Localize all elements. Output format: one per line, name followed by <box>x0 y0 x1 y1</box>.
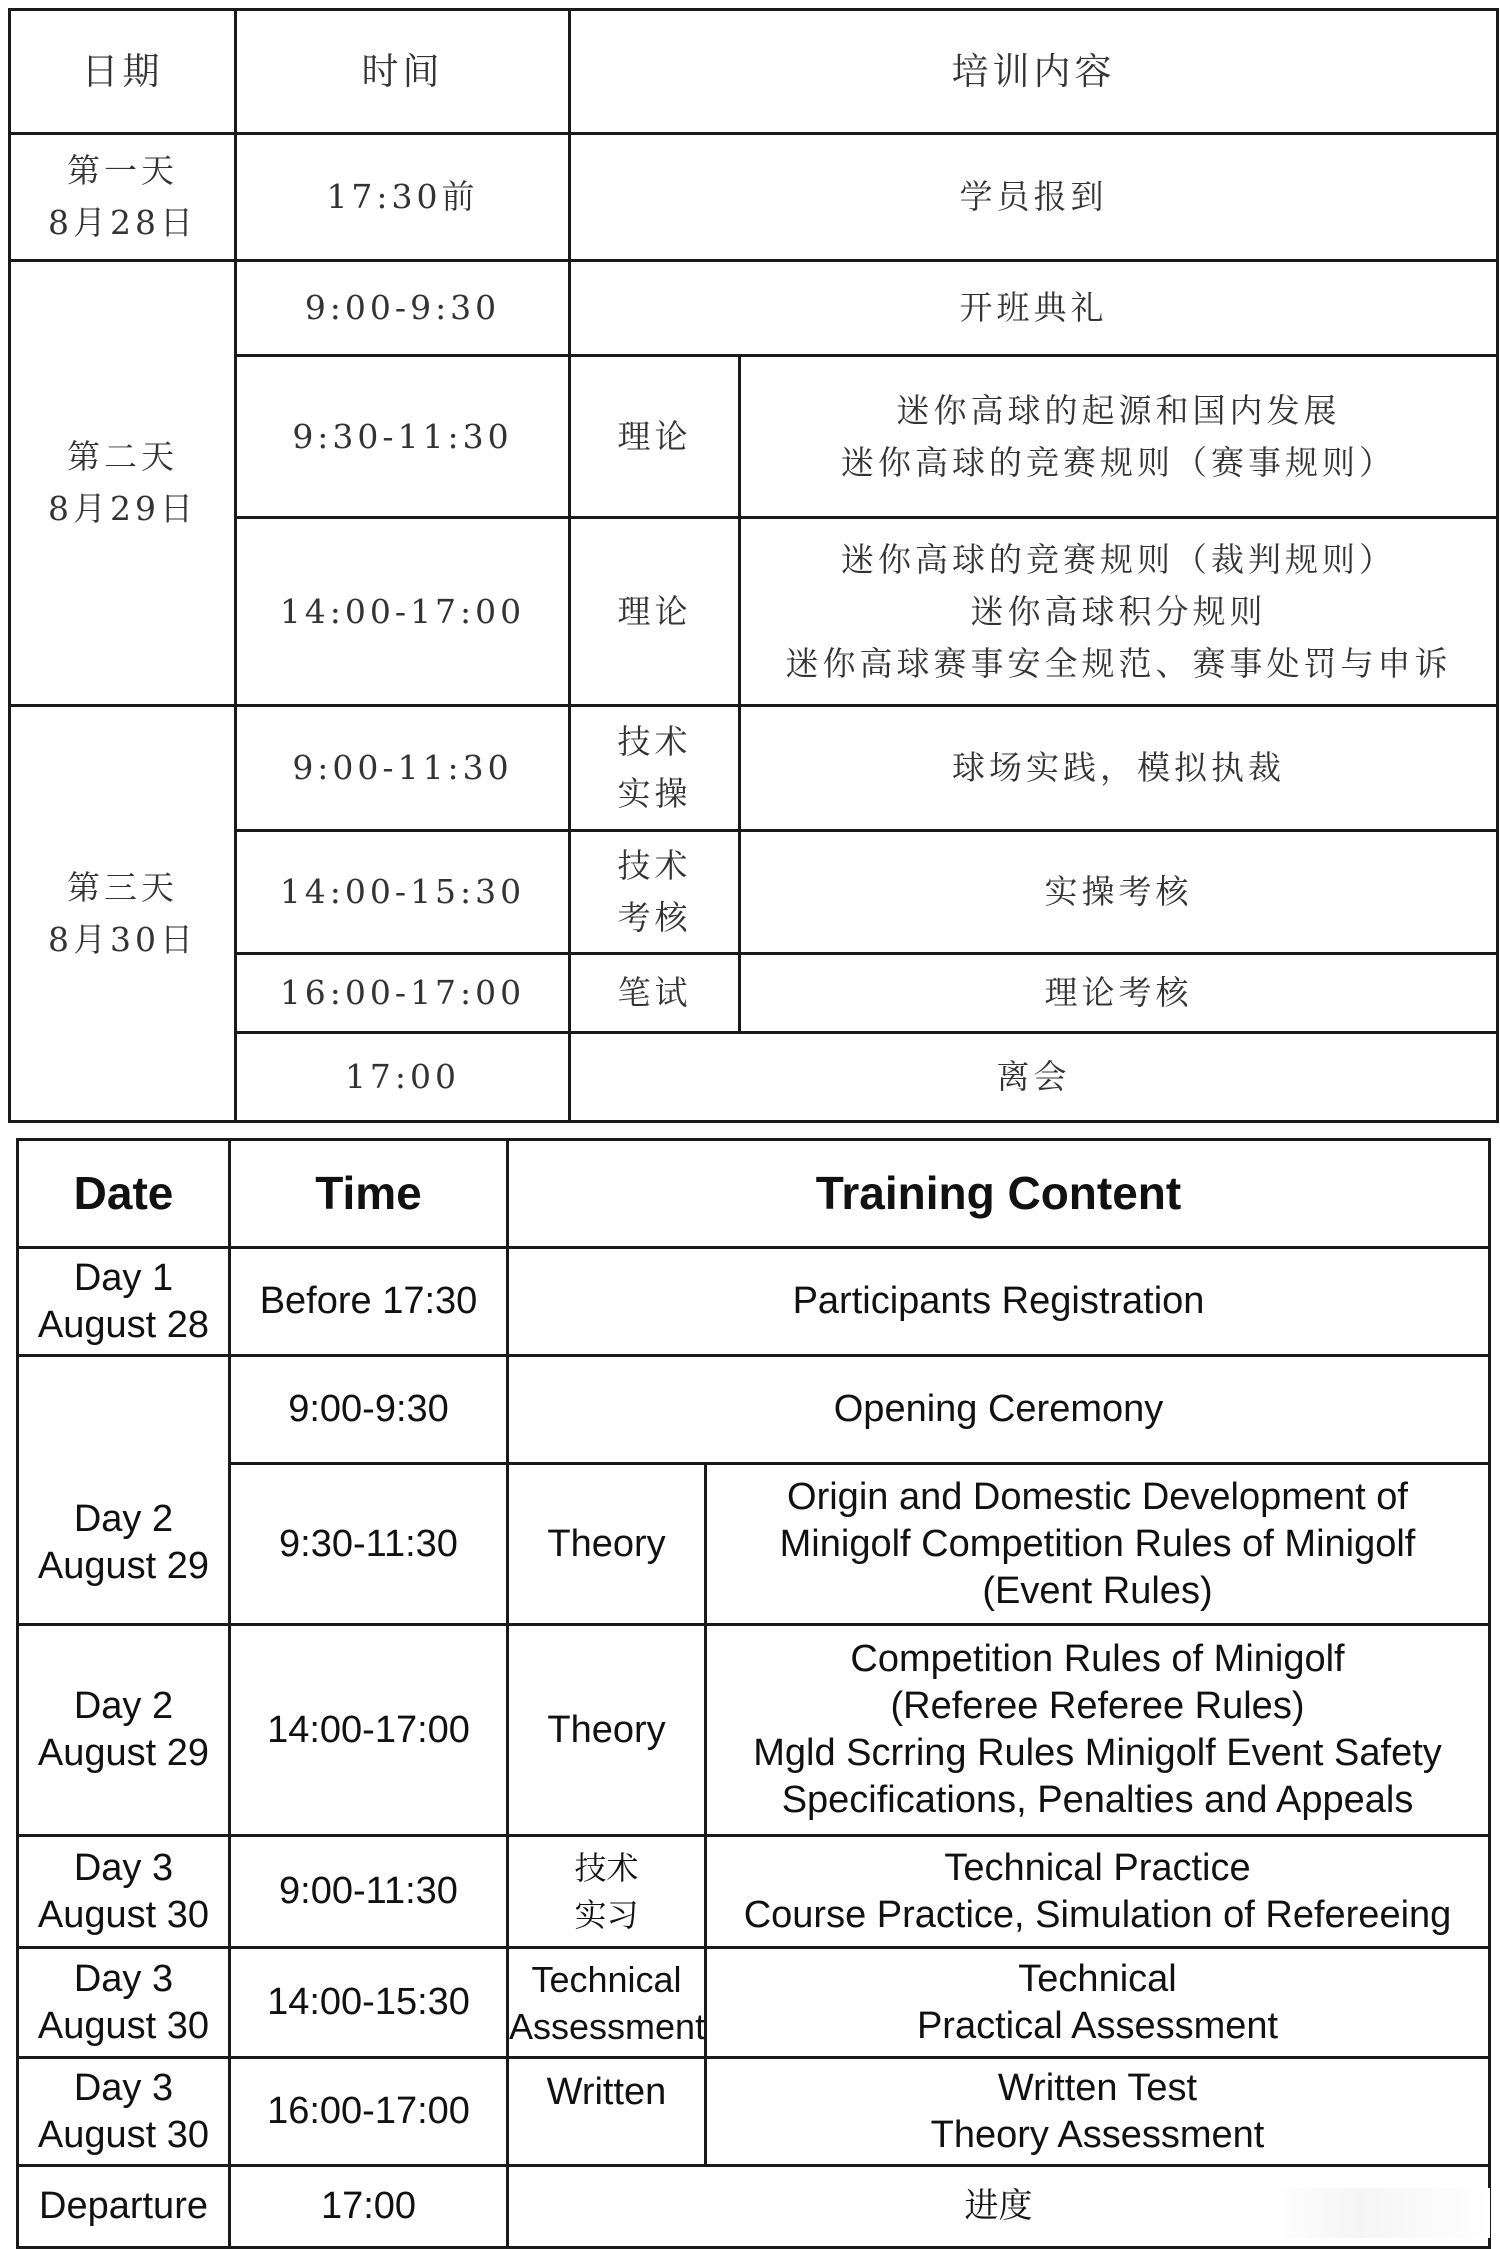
content-cell <box>740 356 1498 518</box>
content-cell: 实操考核 <box>740 831 1498 954</box>
table-row <box>18 1248 1490 1356</box>
type-cell: Written <box>508 2058 706 2166</box>
content-cell: 进度 <box>508 2166 1490 2248</box>
content-line: Technical Practice <box>944 1846 1251 1889</box>
date-label: August 29 <box>37 1732 210 1774</box>
date-label: August 28 <box>37 1303 210 1346</box>
day-label: Day 1 <box>73 1256 174 1299</box>
content-cell <box>706 1464 1490 1625</box>
time-cell: 16:00-17:00 <box>230 2058 508 2166</box>
table-row <box>18 1356 1490 1464</box>
content-line: Course Practice, Simulation of Refereeing <box>743 1893 1452 1936</box>
table-row <box>18 1948 1490 2058</box>
type-cell <box>508 1836 706 1948</box>
date-label: August 30 <box>37 1893 210 1936</box>
type-cell: 理论 <box>570 356 740 518</box>
content-cell <box>706 2058 1490 2166</box>
date-label: August 30 <box>37 2004 210 2047</box>
date-label: August 29 <box>37 1545 210 1588</box>
faded-corner-decoration <box>1270 2188 1490 2238</box>
header-date: Date <box>18 1140 230 1248</box>
content-cell: 学员报到 <box>570 134 1498 261</box>
table-row <box>18 1464 1490 1625</box>
type-line: 实操 <box>617 774 692 813</box>
table-row <box>10 134 1498 261</box>
type-cell <box>508 1948 706 2058</box>
type-cell: 理论 <box>570 518 740 706</box>
content-line: 迷你高球的竞赛规则（赛事规则） <box>841 442 1396 482</box>
type-line: 技术 <box>574 1848 639 1887</box>
date-cell <box>10 706 236 1122</box>
content-cell <box>740 518 1498 706</box>
date-label: 8月30日 <box>48 919 197 959</box>
content-cell: 开班典礼 <box>570 261 1498 356</box>
content-line: Origin and Domestic Development of <box>787 1475 1408 1518</box>
date-cell <box>18 1248 230 1356</box>
type-line: 考核 <box>617 898 692 937</box>
day-label: 第二天 <box>67 437 178 476</box>
content-line: 迷你高球的竞赛规则（裁判规则） <box>841 539 1396 579</box>
english-schedule-table <box>16 1138 1491 2249</box>
content-line: Practical Assessment <box>916 2004 1279 2047</box>
time-cell: 17:30前 <box>236 134 570 261</box>
content-line: (Referee Referee Rules) <box>890 1685 1305 1727</box>
content-line: Technical <box>1018 1957 1177 2000</box>
content-cell: Participants Registration <box>508 1248 1490 1356</box>
day-label: Day 3 <box>73 1957 174 2000</box>
type-cell: Theory <box>508 1625 706 1836</box>
content-line: 迷你高球赛事安全规范、赛事处罚与申诉 <box>785 643 1452 683</box>
time-cell: 9:00-9:30 <box>230 1356 508 1464</box>
content-line: 迷你高球积分规则 <box>970 591 1267 631</box>
table-row <box>10 706 1498 831</box>
content-cell: 理论考核 <box>740 954 1498 1033</box>
day-label: Day 2 <box>73 1498 174 1541</box>
table-row <box>18 2058 1490 2166</box>
header-row <box>10 10 1498 134</box>
type-cell <box>570 831 740 954</box>
header-row <box>18 1140 1490 1248</box>
date-cell <box>18 1836 230 1948</box>
content-line: 迷你高球的起源和国内发展 <box>896 390 1341 430</box>
content-cell: 球场实践，模拟执裁 <box>740 706 1498 831</box>
content-cell <box>706 1836 1490 1948</box>
content-line: Specifications, Penalties and Appeals <box>781 1779 1414 1821</box>
table-row <box>18 1836 1490 1948</box>
chinese-schedule-table <box>8 8 1499 1123</box>
day-label: Day 2 <box>73 1685 174 1727</box>
content-line: Written Test <box>997 2066 1198 2109</box>
header-time: Time <box>230 1140 508 1248</box>
date-label: 8月28日 <box>48 203 197 242</box>
content-cell: Opening Ceremony <box>508 1356 1490 1464</box>
type-cell: Theory <box>508 1464 706 1625</box>
type-cell <box>570 706 740 831</box>
content-line: Competition Rules of Minigolf <box>850 1638 1345 1680</box>
header-content: Training Content <box>508 1140 1490 1248</box>
time-cell: 9:30-11:30 <box>236 356 570 518</box>
date-label: August 30 <box>37 2113 210 2156</box>
table-row <box>10 261 1498 356</box>
type-line: 技术 <box>617 722 692 761</box>
date-cell <box>18 2058 230 2166</box>
date-cell <box>18 1464 230 1625</box>
table-row <box>18 1625 1490 1836</box>
date-cell <box>18 1948 230 2058</box>
content-line: Mgld Scrring Rules Minigolf Event Safety <box>753 1732 1442 1774</box>
type-cell: 笔试 <box>570 954 740 1033</box>
day-label: 第一天 <box>67 151 178 190</box>
time-cell: 9:00-11:30 <box>236 706 570 831</box>
time-cell: 9:00-9:30 <box>236 261 570 356</box>
content-cell <box>706 1625 1490 1836</box>
content-line: Theory Assessment <box>930 2113 1265 2156</box>
date-cell-empty <box>18 1356 230 1464</box>
time-cell: 14:00-15:30 <box>230 1948 508 2058</box>
time-cell: 9:30-11:30 <box>230 1464 508 1625</box>
content-line: (Event Rules) <box>982 1569 1213 1612</box>
time-cell: 16:00-17:00 <box>236 954 570 1033</box>
day-label: Day 3 <box>73 2066 174 2109</box>
content-cell <box>706 1948 1490 2058</box>
type-line: 技术 <box>617 846 692 885</box>
type-line: Technical <box>531 1958 682 2000</box>
date-cell <box>10 261 236 706</box>
content-line: Minigolf Competition Rules of Minigolf <box>779 1522 1416 1565</box>
day-label: 第三天 <box>67 867 178 907</box>
time-cell: 14:00-15:30 <box>236 831 570 954</box>
date-label: 8月29日 <box>48 489 197 528</box>
type-line: 实习 <box>574 1895 639 1934</box>
date-cell <box>18 1625 230 1836</box>
table-row <box>18 2166 1490 2248</box>
header-time: 时间 <box>236 10 570 134</box>
header-content: 培训内容 <box>570 10 1498 134</box>
date-cell: Departure <box>18 2166 230 2248</box>
time-cell: 14:00-17:00 <box>236 518 570 706</box>
time-cell: 17:00 <box>230 2166 508 2248</box>
time-cell: 9:00-11:30 <box>230 1836 508 1948</box>
type-line: Assessment <box>509 2005 706 2047</box>
date-cell <box>10 134 236 261</box>
time-cell: Before 17:30 <box>230 1248 508 1356</box>
time-cell: 14:00-17:00 <box>230 1625 508 1836</box>
content-cell: 离会 <box>570 1033 1498 1122</box>
time-cell: 17:00 <box>236 1033 570 1122</box>
header-date: 日期 <box>10 10 236 134</box>
day-label: Day 3 <box>73 1846 174 1889</box>
